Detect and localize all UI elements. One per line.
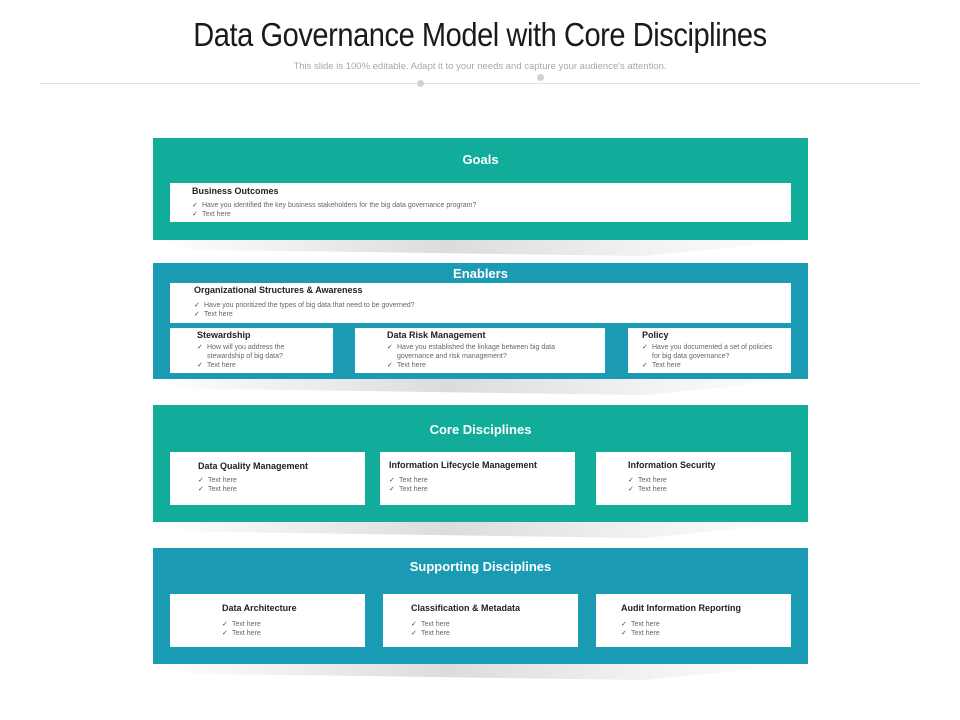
stewardship-title: Stewardship bbox=[197, 330, 251, 340]
lifecycle-card bbox=[380, 452, 575, 505]
org-structures-card bbox=[170, 283, 791, 323]
page-subtitle: This slide is 100% editable. Adapt it to your needs and capture your audience's attention. bbox=[293, 61, 667, 72]
list-item: ✓ Text here bbox=[387, 361, 582, 370]
list-item: ✓ Have you established the linkage between big data governance and risk management? bbox=[387, 343, 582, 361]
policy-bullets bbox=[642, 343, 782, 370]
goals-band bbox=[153, 138, 808, 240]
business-outcomes-bullets bbox=[192, 201, 772, 219]
data-architecture-bullets bbox=[222, 620, 362, 638]
policy-card bbox=[628, 328, 791, 373]
core-shadow bbox=[153, 522, 808, 538]
business-outcomes-card bbox=[170, 183, 791, 222]
list-item: ✓ Text here bbox=[389, 476, 564, 485]
list-item: ✓ Text here bbox=[198, 476, 358, 485]
data-risk-title: Data Risk Management bbox=[387, 330, 486, 340]
core-label: Core Disciplines bbox=[429, 422, 532, 437]
list-item: ✓ Text here bbox=[411, 629, 571, 638]
lifecycle-bullets bbox=[389, 476, 564, 494]
list-item: ✓ Text here bbox=[621, 620, 781, 629]
divider-dot-right bbox=[537, 74, 544, 81]
info-security-card bbox=[596, 452, 791, 505]
stewardship-bullets bbox=[197, 343, 302, 370]
lifecycle-title: Information Lifecycle Management bbox=[389, 460, 538, 470]
data-risk-card bbox=[355, 328, 605, 373]
classification-card bbox=[383, 594, 578, 647]
enablers-band bbox=[153, 263, 808, 379]
list-item: ✓ Text here bbox=[198, 485, 358, 494]
list-item: ✓ Text here bbox=[194, 310, 774, 319]
supporting-label: Supporting Disciplines bbox=[409, 559, 552, 574]
core-band bbox=[153, 405, 808, 522]
enablers-label: Enablers bbox=[453, 266, 508, 281]
audit-reporting-card bbox=[596, 594, 791, 647]
policy-title: Policy bbox=[642, 330, 669, 340]
list-item: ✓ Text here bbox=[628, 476, 783, 485]
list-item: ✓ Text here bbox=[628, 485, 783, 494]
header-divider bbox=[40, 83, 920, 84]
list-item: ✓ How will you address the stewardship of big data? bbox=[197, 343, 302, 361]
enablers-shadow bbox=[153, 379, 808, 395]
list-item: ✓ Have you identified the key business stakeholders for the big data governance program? bbox=[192, 201, 772, 210]
list-item: ✓ Text here bbox=[222, 620, 362, 629]
list-item: ✓ Have you documented a set of policies for big data governance? bbox=[642, 343, 782, 361]
supporting-shadow bbox=[153, 664, 808, 680]
data-quality-title: Data Quality Management bbox=[198, 461, 309, 471]
data-quality-card bbox=[170, 452, 365, 505]
list-item: ✓ Text here bbox=[389, 485, 564, 494]
business-outcomes-title: Business Outcomes bbox=[192, 186, 279, 196]
audit-reporting-bullets bbox=[621, 620, 781, 638]
data-risk-bullets bbox=[387, 343, 582, 370]
supporting-band bbox=[153, 548, 808, 664]
list-item: ✓ Text here bbox=[642, 361, 782, 370]
list-item: ✓ Have you prioritized the types of big data that need to be governed? bbox=[194, 301, 774, 310]
list-item: ✓ Text here bbox=[621, 629, 781, 638]
info-security-title: Information Security bbox=[628, 460, 716, 470]
stewardship-card bbox=[170, 328, 333, 373]
data-architecture-title: Data Architecture bbox=[222, 603, 297, 613]
data-quality-bullets bbox=[198, 476, 358, 494]
org-structures-title: Organizational Structures & Awareness bbox=[194, 285, 363, 295]
classification-title: Classification & Metadata bbox=[411, 603, 521, 613]
list-item: ✓ Text here bbox=[197, 361, 302, 370]
info-security-bullets bbox=[628, 476, 783, 494]
org-structures-bullets bbox=[194, 301, 774, 319]
goals-shadow bbox=[153, 240, 808, 256]
list-item: ✓ Text here bbox=[222, 629, 362, 638]
data-architecture-card bbox=[170, 594, 365, 647]
goals-label: Goals bbox=[462, 152, 499, 167]
divider-dot-left bbox=[417, 80, 424, 87]
page-title: Data Governance Model with Core Disciplines bbox=[193, 16, 767, 53]
list-item: ✓ Text here bbox=[192, 210, 772, 219]
list-item: ✓ Text here bbox=[411, 620, 571, 629]
classification-bullets bbox=[411, 620, 571, 638]
audit-reporting-title: Audit Information Reporting bbox=[621, 603, 741, 613]
